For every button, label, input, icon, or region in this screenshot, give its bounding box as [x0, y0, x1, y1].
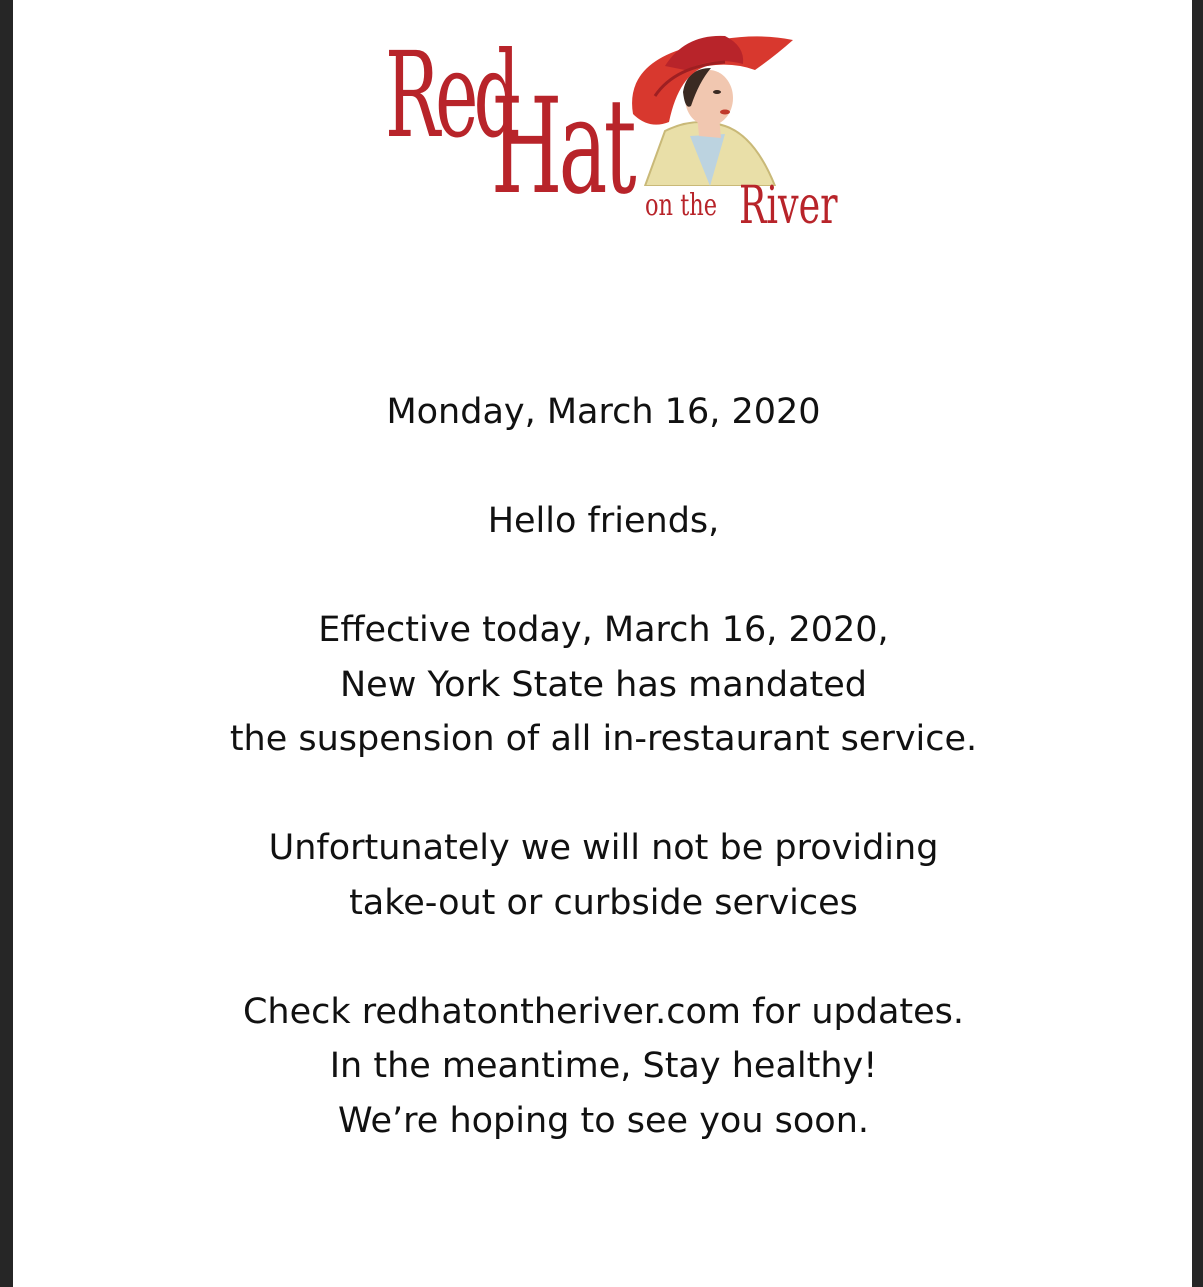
paragraph3-line3: We’re hoping to see you soon. [337, 1100, 870, 1141]
logo-word-red: Red [385, 26, 516, 164]
paragraph2-line2: take-out or curbside services [349, 882, 858, 923]
letter-date: Monday, March 16, 2020 [386, 392, 821, 432]
paragraph3-line2: In the meantime, Stay healthy! [329, 1046, 878, 1086]
paragraph1-line2: New York State has mandated [339, 664, 868, 705]
red-hat-logo [373, 26, 843, 246]
logo-word-hat: Hat [491, 70, 633, 224]
lady-in-red-hat-illustration [625, 26, 795, 186]
paragraph1-line1: Effective today, March 16, 2020, [318, 610, 889, 650]
paragraph3-line1: Check redhatontheriver.com for updates. [242, 991, 965, 1032]
letter-greeting: Hello friends, [487, 501, 720, 541]
paragraph2-line1: Unfortunately we will not be providing [268, 828, 939, 868]
announcement-letter [26, 385, 1181, 1148]
logo-tagline-river: River [739, 176, 838, 236]
logo-tagline-on-the: on the [645, 188, 718, 223]
paragraph1-line3: the suspension of all in-restaurant service. [229, 719, 978, 759]
